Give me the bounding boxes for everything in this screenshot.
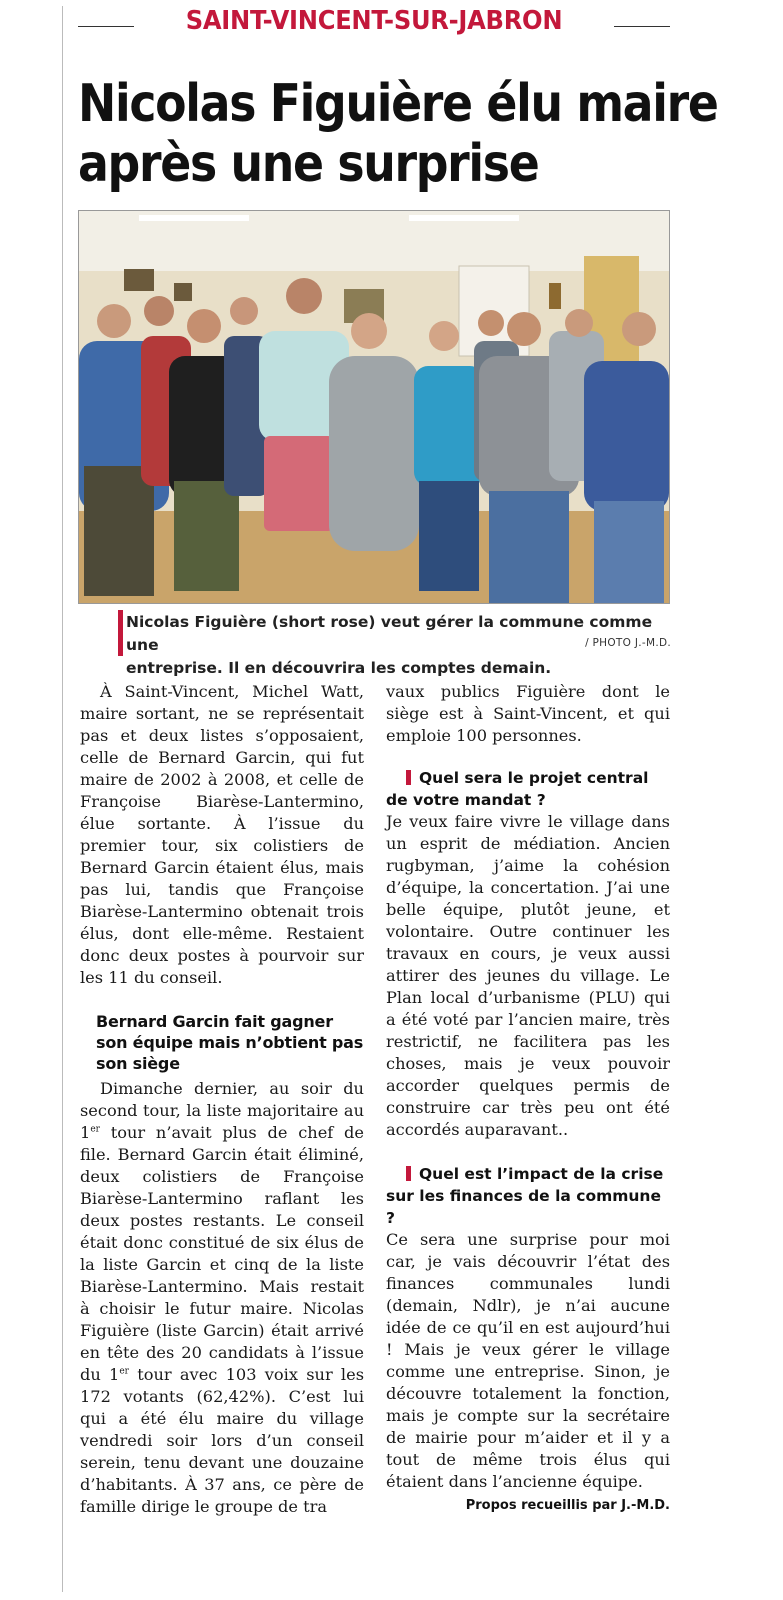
question-marker — [406, 770, 411, 785]
headline-line-1: Nicolas Figuière élu maire — [78, 74, 718, 134]
photo-credit: / PHOTO J.-M.D. — [585, 637, 671, 649]
group-photo — [78, 210, 670, 604]
article-column-1 — [80, 681, 364, 1518]
location-kicker: SAINT-VINCENT-SUR-JABRON — [185, 6, 563, 36]
kicker-rule-left — [78, 26, 134, 27]
ordinal-sup-2: er — [119, 1366, 129, 1377]
question-1-text: Quel sera le projet central de votre mandat ? — [386, 769, 649, 809]
byline-signature: Propos recueillis par J.-M.D. — [465, 1498, 670, 1513]
question-2 — [386, 1163, 670, 1229]
question-2-text: Quel est l’impact de la crise sur les finances de la commune ? — [386, 1165, 664, 1227]
election-paragraph — [80, 1078, 364, 1518]
question-marker — [406, 1166, 411, 1181]
question-1 — [386, 767, 670, 811]
kicker-rule-right — [614, 26, 670, 27]
election-text-c: tour avec 103 voix sur les 172 votants (62,42%). C’est lui qui a été élu maire du village vendredi soir lors d’un conseil serein, tenu devant une douzaine d’habitants. À 37 ans, ce père de famille dirige le groupe de tra — [80, 1365, 364, 1516]
ordinal-sup-1: er — [90, 1124, 100, 1135]
headline-line-2: après une surprise — [78, 134, 539, 194]
caption-line-1: Nicolas Figuière (short rose) veut gérer la commune comme une — [126, 613, 653, 654]
continued-paragraph: vaux publics Figuière dont le siège est à Saint-Vincent, et qui emploie 100 personnes. — [386, 682, 670, 745]
caption-line-2: entreprise. Il en découvrira les comptes demain. — [126, 659, 552, 677]
election-text-a: Dimanche dernier, au soir du second tour, la liste majoritaire au 1 — [80, 1079, 364, 1142]
column-rule — [62, 6, 63, 1592]
headline — [78, 74, 718, 194]
election-text-b: tour n’avait plus de chef de file. Bernard Garcin était éliminé, deux colistiers de Françoise Biarèse-Lantermino raflant les deux postes restants. Le conseil était donc constitué de six élus de la liste Garcin et cinq de la liste Biarèse-Lantermino. Mais restait à choisir le futur maire. Nicolas Figuière (liste Garcin) était arrivé en tête des 20 candidats à l’issue du 1 — [80, 1123, 364, 1384]
kicker-row — [78, 4, 670, 44]
article-subhead: Bernard Garcin fait gagner son équipe mais n’obtient pas son siège — [96, 1012, 364, 1073]
intro-paragraph: À Saint-Vincent, Michel Watt, maire sortant, ne se représentait pas et deux listes s’opposaient, celle de Bernard Garcin, qui fut maire de 2002 à 2008, et celle de Françoise Biarèse-Lantermino, élue sortante. À l’issue du premier tour, six colistiers de Bernard Garcin étaient élus, mais pas lui, tandis que Françoise Biarèse-Lantermino obtenait trois élus, dont elle-même. Restaient donc deux postes à pourvoir sur les 11 du conseil. — [80, 682, 364, 987]
answer-2: Ce sera une surprise pour moi car, je vais découvrir l’état des finances communales lundi (demain, Ndlr), je n’ai aucune idée de ce qu’il en est aujourd’hui ! Mais je veux gérer le village comme une entreprise. Sinon, je découvre totalement la fonction, mais je compte sur la secrétaire de mairie pour m’aider et il y a tout de même trois élus qui étaient dans l’ancienne équipe. — [386, 1230, 670, 1491]
article-column-2 — [386, 681, 670, 1517]
answer-1: Je veux faire vivre le village dans un esprit de médiation. Ancien rugbyman, j’aime la cohésion d’équipe, la concertation. J’ai une belle équipe, plutôt jeune, et volontaire. Outre continuer les travaux en cours, je veux aussi attirer des jeunes du village. Le Plan local d’urbanisme (PLU) qui a été voté par l’ancien maire, très restrictif, ne facilitera pas les choses, mais je veux pouvoir accorder quelques permis de construire car très peu ont été accordés auparavant.. — [386, 812, 670, 1139]
